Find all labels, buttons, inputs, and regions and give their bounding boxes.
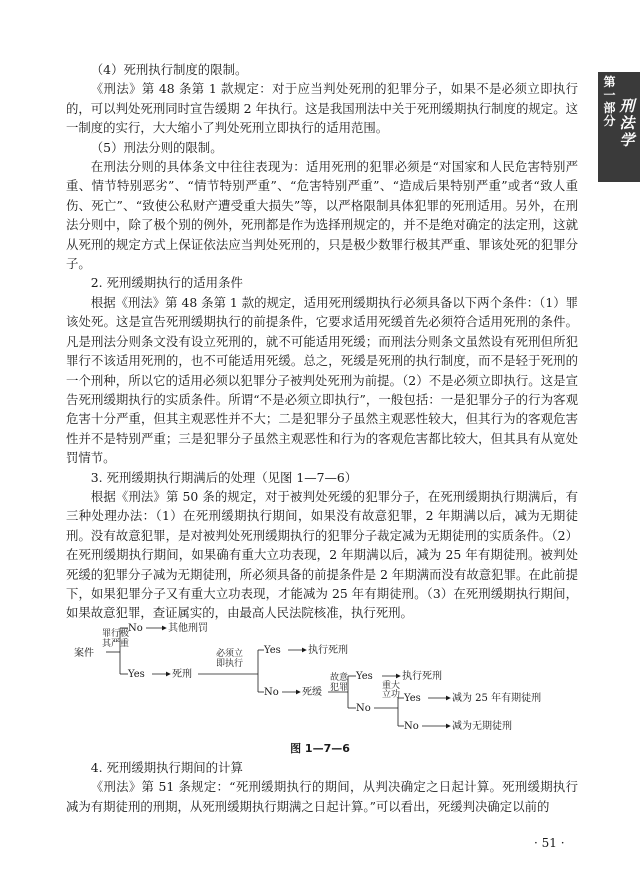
node-reduce-life: 减为无期徒刑: [452, 721, 512, 732]
paragraph: 在刑法分则的具体条文中往往表现为：适用死刑的犯罪必须是“对国家和人民危害特别严重、情节特别恶劣”、“情节特别严重”、“危害特别严重”、“造成后果特别严重”或者“致人重伤、死亡”、“致使公私财产遭受重大损失”等，以严格限制具体犯罪的死刑适用。另外，在刑法分则中，除了极个别的例外，死刑都是作为选择刑规定的，并不是绝对确定的法定刑，这就从死刑的规定方式上保证依法应当判处死刑的，只是极少数罪行极其严重、罪该处死的犯罪分子。: [66, 159, 578, 272]
node-suspended: 死缓: [302, 687, 322, 698]
node-case: 案件: [74, 648, 94, 659]
node-execute-death-2: 执行死刑: [402, 671, 442, 682]
chapter-side-tab: [598, 72, 640, 182]
label-yes: Yes: [356, 671, 373, 682]
label-yes: Yes: [264, 645, 281, 656]
side-tab-char: 部: [603, 101, 616, 115]
question-line: 立功: [382, 690, 401, 700]
side-tab-columns: [603, 76, 634, 149]
label-yes: Yes: [128, 669, 145, 680]
question-line: 即执行: [216, 659, 244, 669]
side-tab-char: 一: [603, 88, 616, 102]
side-tab-char: 刑: [619, 97, 635, 115]
side-tab-char: 法: [619, 114, 635, 132]
label-yes: Yes: [404, 693, 421, 704]
section-heading: 2. 死刑缓期执行的适用条件: [90, 275, 243, 291]
question-line: 犯罪: [330, 683, 349, 693]
body-text-continued: [66, 758, 578, 816]
flowchart-svg: [66, 614, 578, 744]
paragraph: 根据《刑法》第 48 条第 1 款的规定，适用死刑缓期执行必须具备以下两个条件：（1）罪该处死。这是宣告死刑缓期执行的前提条件，它要求适用死缓首先必须符合适用死刑的条件。凡是刑法分则条文没有设立死刑的，就不可能适用死缓；而刑法分则条文虽然设有死刑但所犯罪行不该适用死刑的，也不可能适用死缓。总之，死缓是死刑的执行制度，而不是轻于死刑的一个刑种，所以它的适用必须以犯罪分子被判处死刑为前提。（2）不是必须立即执行。这是宣告死刑缓期执行的实质条件。所谓“不是必须立即执行”，一般包括：一是犯罪分子的行为客观危害十分严重，但其主观恶性并不大；二是犯罪分子虽然主观恶性较大，但其行为的客观危害性并不是特别严重；三是犯罪分子虽然主观恶性和行为的客观危害都比较大，但其具有从宽处罚情节。: [66, 294, 578, 466]
label-no: No: [356, 703, 371, 714]
label-no: No: [264, 687, 279, 698]
subsection-heading: （4）死刑执行制度的限制。: [90, 62, 248, 77]
flowchart: [66, 614, 578, 744]
side-tab-subject: [620, 76, 635, 149]
question-line: 必须立: [216, 649, 244, 659]
label-no: No: [128, 623, 143, 634]
node-death-penalty: 死刑: [172, 669, 192, 680]
node-other-penalty: 其他刑罚: [168, 623, 208, 634]
paragraph: 《刑法》第 51 条规定：“死刑缓期执行的期间，从判决确定之日起计算。死刑缓期执行减为有期徒刑的刑期，从死刑缓期执行期满之日起计算。”可以看出，死缓判决确定以前的: [66, 779, 578, 814]
section-heading: 3. 死刑缓期执行期满后的处理（见图 1—7—6）: [90, 469, 358, 485]
question-line: 重大: [382, 681, 401, 691]
page-number: · 51 ·: [534, 836, 565, 850]
figure-caption: 图 1—7—6: [290, 742, 350, 755]
paragraph: 根据《刑法》第 50 条的规定，对于被判处死缓的犯罪分子，在死刑缓期执行期满后，有三种处理办法：（1）在死刑缓期执行期间，如果没有故意犯罪，2 年期满以后，减为无期徒刑。没有故意犯罪，是对被判处死刑缓期执行的犯罪分子裁定减为无期徒刑的实质条件。（2）在死刑缓期执行期间，如果确有重大立功表现，2 年期满以后，减为 25 年有期徒刑。被判处死缓的犯罪分子减为无期徒刑，所必须具备的前提条件是 2 年期满而没有故意犯罪。在此前提下，如果犯罪分子又有重大立功表现，才能减为 25 年有期徒刑。（3）在死刑缓期执行期间，如果故意犯罪，查证属实的，由最高人民法院核准，执行死刑。: [66, 488, 578, 621]
subsection-heading: （5）刑法分则的限制。: [90, 139, 223, 155]
paragraph: 《刑法》第 48 条第 1 款规定：对于应当判处死刑的犯罪分子，如果不是必须立即执行的，可以判处死刑同时宣告缓期 2 年执行。这是我国刑法中关于死刑缓期执行制度的规定。这一制度的实行，大大缩小了判处死刑立即执行的适用范围。: [66, 81, 578, 136]
question-line: 其严重: [102, 639, 130, 649]
node-execute-death: 执行死刑: [308, 645, 348, 656]
side-tab-part: [603, 76, 615, 149]
label-no: No: [404, 721, 419, 732]
body-text: [66, 60, 578, 623]
side-tab-char: 分: [603, 114, 616, 128]
side-tab-char: 学: [619, 131, 635, 149]
question-line: 罪行极: [102, 629, 130, 639]
side-tab-char: 第: [603, 75, 616, 89]
section-heading: 4. 死刑缓期执行期间的计算: [90, 760, 243, 775]
question-line: 故意: [330, 673, 349, 683]
node-reduce-25-years: 减为 25 年有期徒刑: [452, 693, 542, 704]
